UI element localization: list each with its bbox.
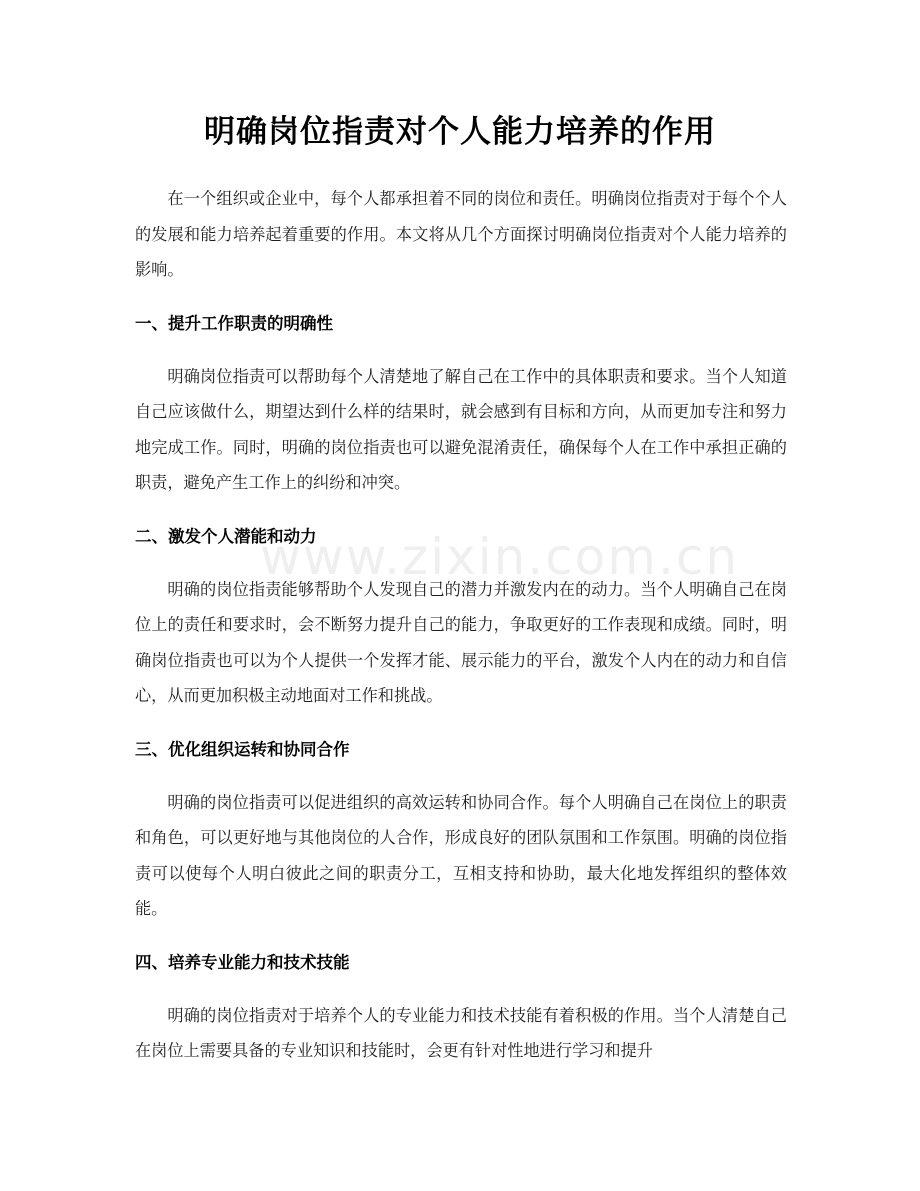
section-4-paragraph: 明确的岗位指责对于培养个人的专业能力和技术技能有着积极的作用。当个人清楚自己在岗位上需要具备的专业知识和技能时，会更有针对性地进行学习和提升 xyxy=(135,1005,787,1060)
section-2-heading: 二、激发个人潜能和动力 xyxy=(135,526,317,546)
section-4-heading: 四、培养专业能力和技术技能 xyxy=(135,952,350,972)
section-2-paragraph: 明确的岗位指责能够帮助个人发现自己的潜力并激发内在的动力。当个人明确自己在岗位上的责任和要求时，会不断努力提升自己的能力，争取更好的工作表现和成绩。同时，明确岗位指责也可以为个人提供一个发挥才能、展示能力的平台，激发个人内在的动力和自信心，从而更加积极主动地面对工作和挑战。 xyxy=(135,579,787,705)
watermark: www.zixin.com.cn xyxy=(260,528,740,586)
document-title: 明确岗位指责对个人能力培养的作用 xyxy=(204,114,716,150)
section-1-paragraph: 明确岗位指责可以帮助每个人清楚地了解自己在工作中的具体职责和要求。当个人知道自己应该做什么，期望达到什么样的结果时，就会感到有目标和方向，从而更加专注和努力地完成工作。同时，明确的岗位指责也可以避免混淆责任，确保每个人在工作中承担正确的职责，避免产生工作上的纠纷和冲突。 xyxy=(135,366,787,492)
section-3-heading: 三、优化组织运转和协同合作 xyxy=(135,739,350,759)
intro-paragraph: 在一个组织或企业中，每个人都承担着不同的岗位和责任。明确岗位指责对于每个个人的发展和能力培养起着重要的作用。本文将从几个方面探讨明确岗位指责对个人能力培养的影响。 xyxy=(135,189,787,279)
section-3-paragraph: 明确的岗位指责可以促进组织的高效运转和协同合作。每个人明确自己在岗位上的职责和角色，可以更好地与其他岗位的人合作，形成良好的团队氛围和工作氛围。明确的岗位指责可以使每个人明白彼此之间的职责分工，互相支持和协助，最大化地发挥组织的整体效能。 xyxy=(135,792,787,918)
section-1-heading: 一、提升工作职责的明确性 xyxy=(135,313,333,333)
document-body xyxy=(135,181,787,1069)
